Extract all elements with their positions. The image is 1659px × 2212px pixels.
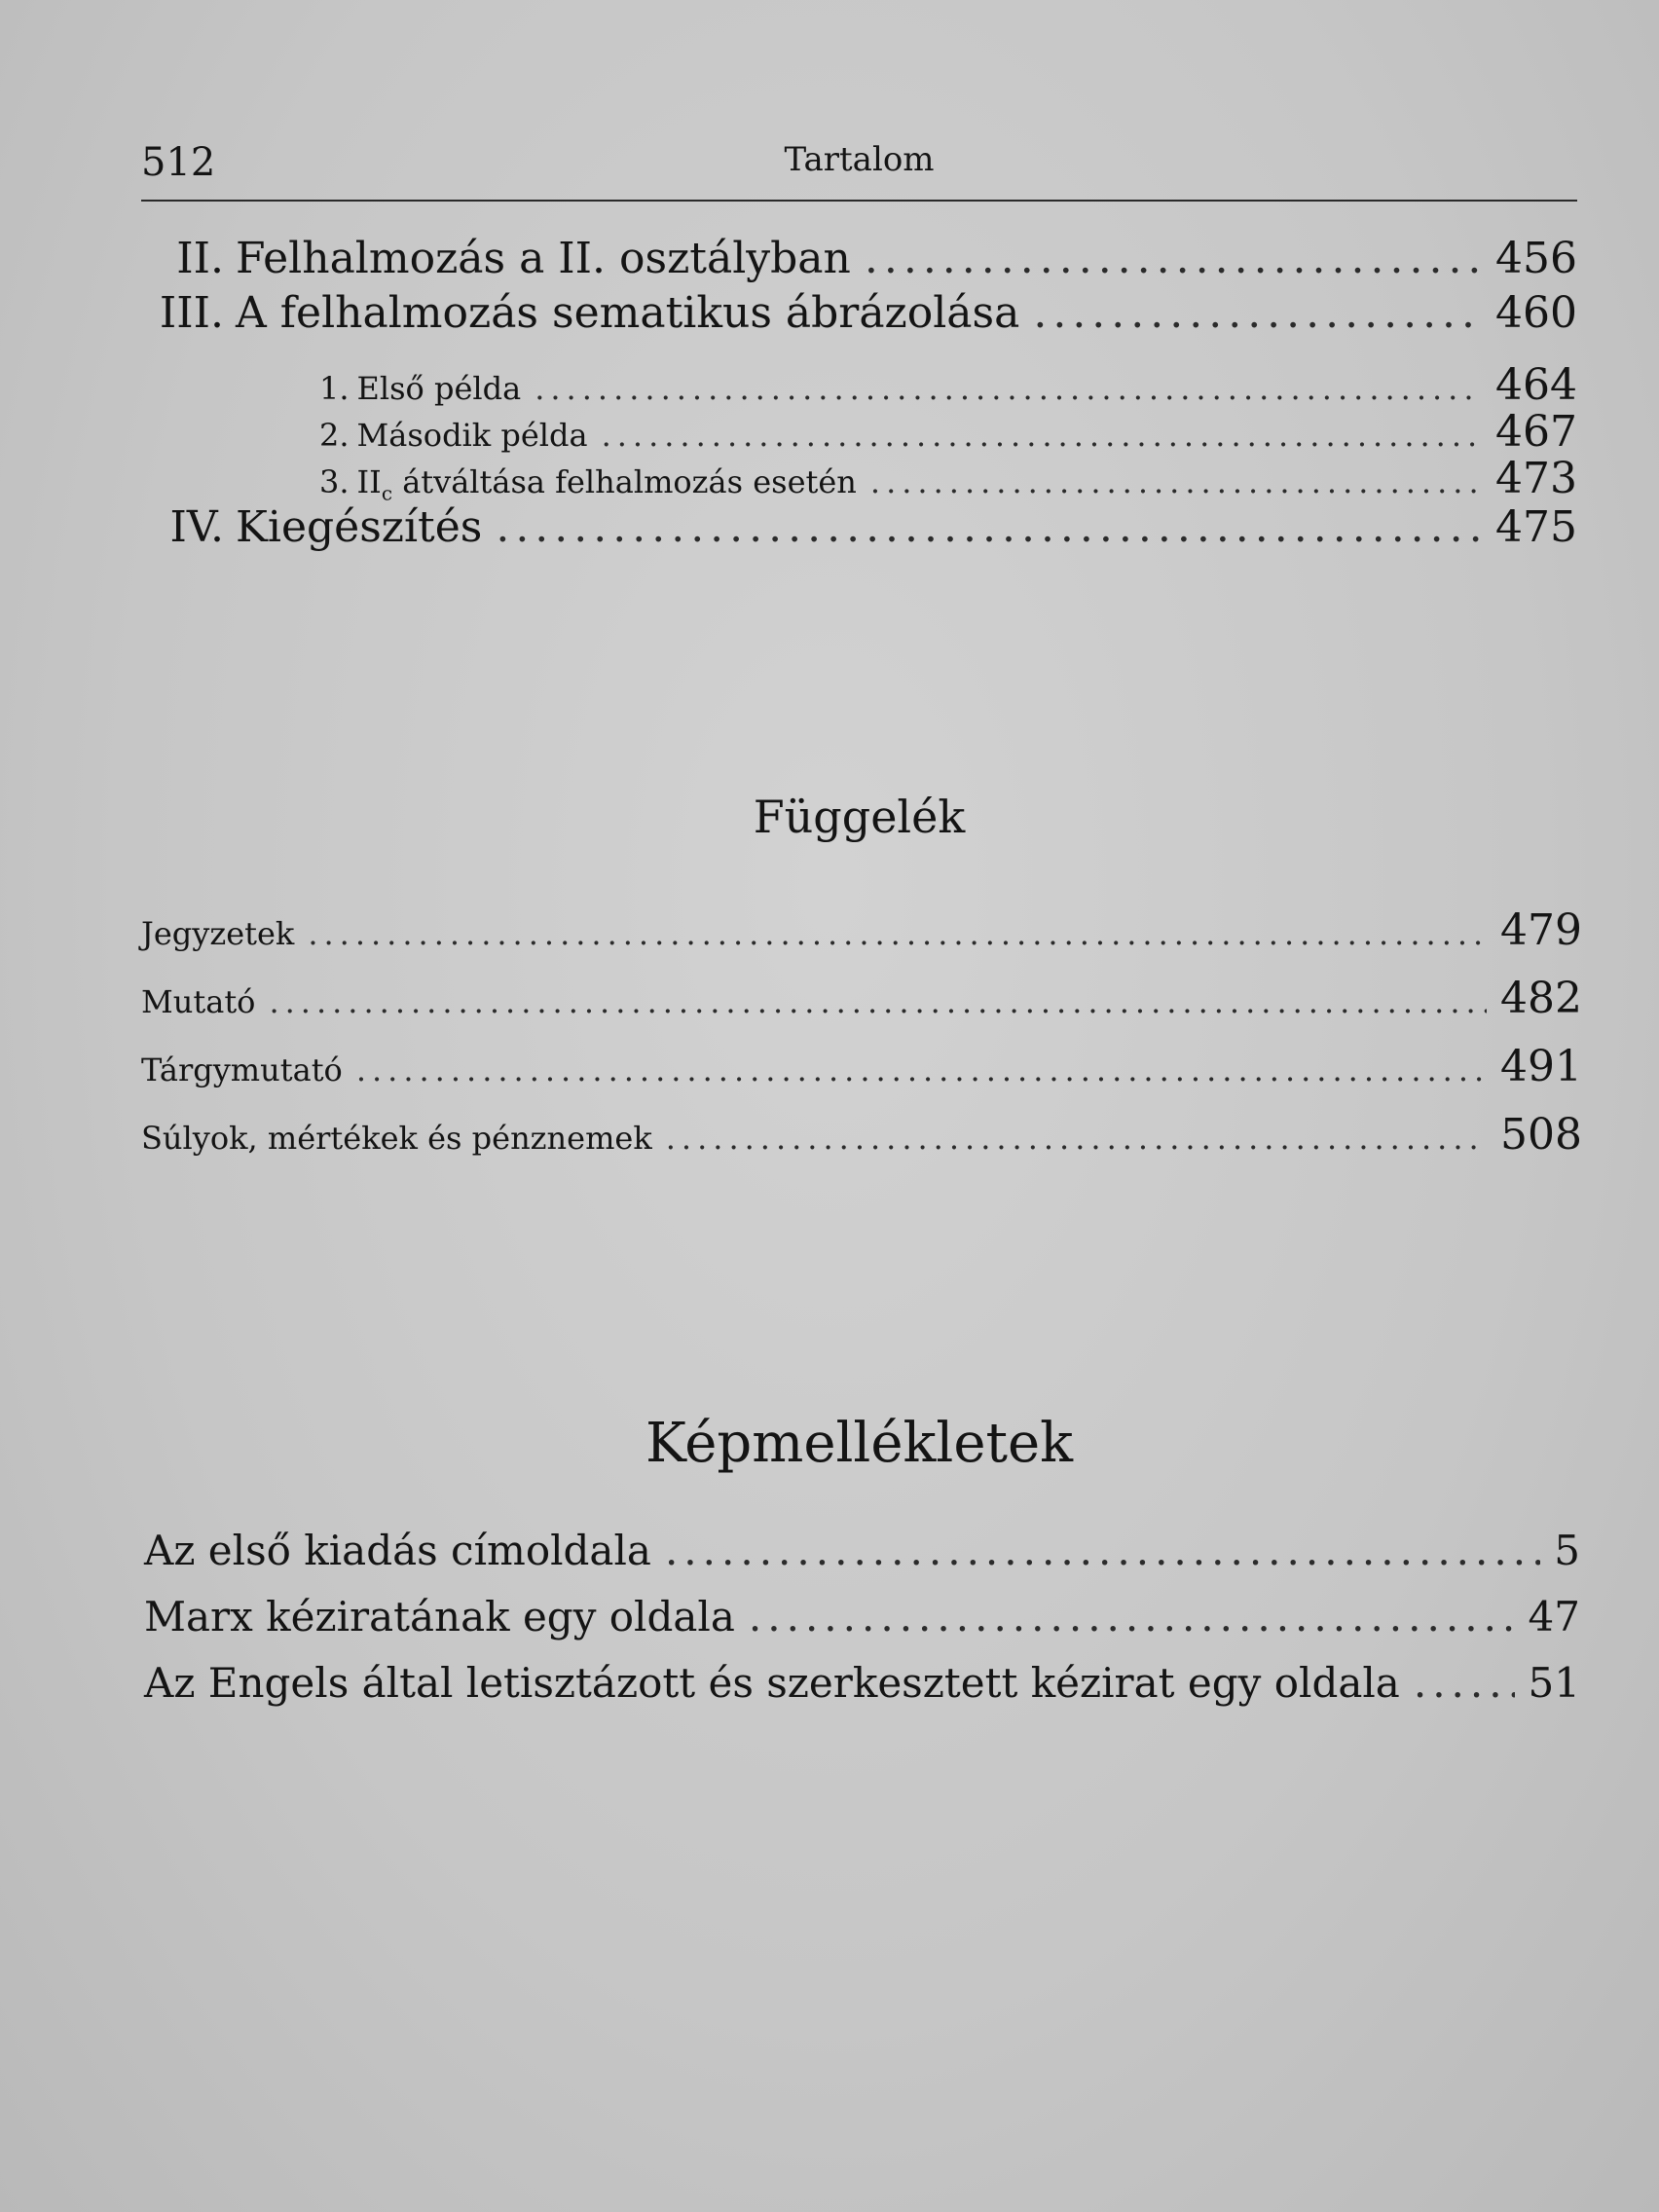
- page-number: 512: [141, 140, 216, 185]
- appendix-entry-page: 491: [1500, 1042, 1582, 1091]
- appendix-entry-page: 479: [1500, 905, 1582, 955]
- leader-dots: [602, 417, 1482, 454]
- leader-dots: [356, 1051, 1487, 1088]
- toc-entry: IV. Kiegészítés ..... 475: [156, 502, 1577, 552]
- leader-dots: [666, 1120, 1487, 1157]
- running-title: Tartalom: [784, 140, 935, 179]
- toc-entry-page: 475: [1495, 502, 1577, 552]
- illustration-entry-page: 47: [1528, 1593, 1580, 1641]
- illustration-entry-page: 51: [1528, 1659, 1580, 1707]
- header-rule: [141, 200, 1577, 202]
- leader-dots: [749, 1593, 1515, 1641]
- leader-dots: [269, 983, 1487, 1020]
- page-header: [141, 136, 1577, 204]
- leader-dots: [535, 370, 1482, 407]
- appendix-entry-label: Mutató: [141, 983, 256, 1020]
- appendix-entry-label: Tárgymutató: [141, 1051, 343, 1088]
- toc-entry-label: Második példa: [356, 417, 588, 454]
- toc-subentry: 3. $II_c$ átváltása felhalmozás esetén ..... 473: [319, 454, 1577, 504]
- toc-entry-page: 467: [1495, 407, 1577, 457]
- appendix-title: Függelék: [753, 791, 966, 843]
- leader-dots: [1414, 1659, 1515, 1707]
- toc-entry-page: 464: [1495, 360, 1577, 410]
- appendix-entry: [141, 974, 1582, 1023]
- illustration-entry-label: Az első kiadás címoldala: [144, 1527, 651, 1574]
- leader-dots: [308, 915, 1487, 952]
- illustration-entry-page: 5: [1554, 1527, 1580, 1574]
- toc-entry-label: Kiegészítés: [236, 502, 483, 552]
- appendix-entry-label: Jegyzetek: [141, 915, 295, 952]
- appendix-entry-label: Súlyok, mértékek és pénznemek: [141, 1120, 652, 1157]
- illustration-entry: [144, 1527, 1580, 1574]
- appendix-entry: [141, 1042, 1582, 1091]
- leader-dots: [865, 234, 1482, 283]
- toc-entry-page: 473: [1495, 454, 1577, 503]
- appendix-entry-page: 508: [1500, 1110, 1582, 1160]
- toc-entry-label: Felhalmozás a II. osztályban: [236, 234, 851, 283]
- toc-entry: III. A felhalmozás sematikus ábrázolása ..... 460: [156, 288, 1577, 338]
- toc-subentry: 2. Második példa ..... 467: [319, 407, 1577, 457]
- appendix-entry: [141, 1110, 1582, 1160]
- illustration-entry-label: Az Engels által letisztázott és szerkesztett kézirat egy oldala: [144, 1659, 1400, 1707]
- toc-entry-label: $II_c$ átváltása felhalmozás esetén: [356, 463, 857, 505]
- illustration-entry: [144, 1593, 1580, 1641]
- leader-dots: [496, 502, 1482, 552]
- leader-dots: [665, 1527, 1540, 1574]
- toc-entry-label: Első példa: [356, 370, 522, 407]
- toc-entry-page: 456: [1495, 234, 1577, 283]
- toc-entry-page: 460: [1495, 288, 1577, 338]
- illustrations-title: Képmellékletek: [645, 1412, 1074, 1475]
- toc-entry: II. Felhalmozás a II. osztályban ..... 456: [156, 234, 1577, 283]
- toc-entry-label: A felhalmozás sematikus ábrázolása: [236, 288, 1020, 338]
- appendix-entry: [141, 905, 1582, 955]
- illustration-entry-label: Marx kéziratának egy oldala: [144, 1593, 735, 1641]
- leader-dots: [870, 463, 1482, 500]
- leader-dots: [1033, 288, 1482, 338]
- toc-subentry: 1. Első példa ..... 464: [319, 360, 1577, 410]
- appendix-entry-page: 482: [1500, 974, 1582, 1023]
- illustration-entry: [144, 1659, 1580, 1707]
